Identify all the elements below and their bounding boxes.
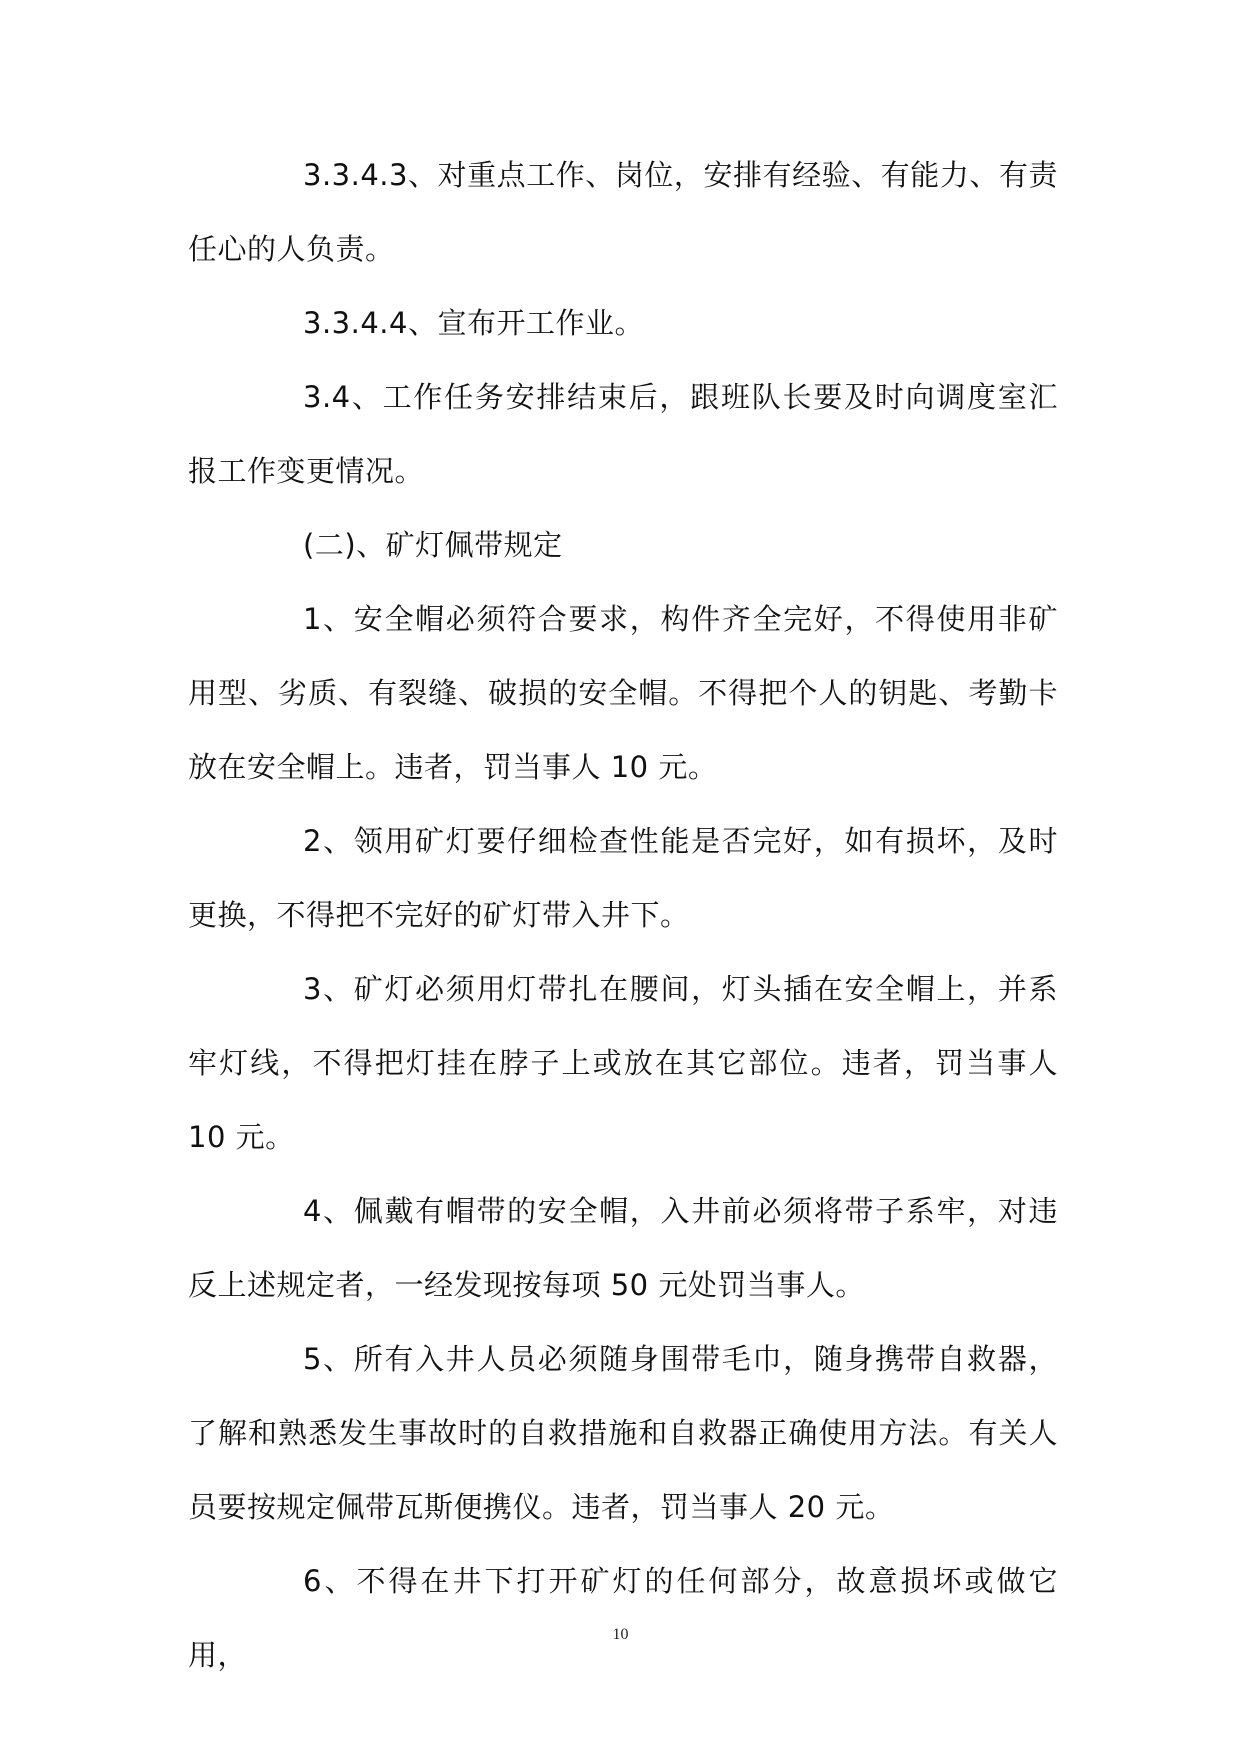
rule-item-6: 6、不得在井下打开矿灯的任何部分，故意损坏或做它用， [188, 1564, 1058, 1672]
document-body [188, 138, 1058, 1692]
rule-item-2: 2、领用矿灯要仔细检查性能是否完好，如有损坏，及时更换，不得把不完好的矿灯带入井下。 [188, 824, 1058, 932]
page-number: 10 [612, 1626, 629, 1643]
rule-item-5: 5、所有入井人员必须随身围带毛巾，随身携带自救器，了解和熟悉发生事故时的自救措施和自救器正确使用方法。有关人员要按规定佩带瓦斯便携仪。违者，罚当事人 20 元。 [188, 1342, 1058, 1524]
paragraph-3-3-4-4: 3.3.4.4、宣布开工作业。 [303, 306, 644, 340]
paragraph-3-4: 3.4、工作任务安排结束后，跟班队长要及时向调度室汇报工作变更情况。 [188, 380, 1058, 488]
rule-item-3: 3、矿灯必须用灯带扎在腰间，灯头插在安全帽上，并系牢灯线，不得把灯挂在脖子上或放在其它部位。违者，罚当事人 10 元。 [188, 972, 1058, 1154]
rule-item-4: 4、佩戴有帽带的安全帽，入井前必须将带子系牢，对违反上述规定者，一经发现按每项 50 元处罚当事人。 [188, 1194, 1058, 1302]
section-heading-lamp-rules: (二)、矿灯佩带规定 [303, 528, 563, 562]
paragraph-3-3-4-3: 3.3.4.3、对重点工作、岗位，安排有经验、有能力、有责任心的人负责。 [188, 158, 1058, 266]
rule-item-1: 1、安全帽必须符合要求，构件齐全完好，不得使用非矿用型、劣质、有裂缝、破损的安全帽。不得把个人的钥匙、考勤卡放在安全帽上。违者，罚当事人 10 元。 [188, 602, 1058, 784]
